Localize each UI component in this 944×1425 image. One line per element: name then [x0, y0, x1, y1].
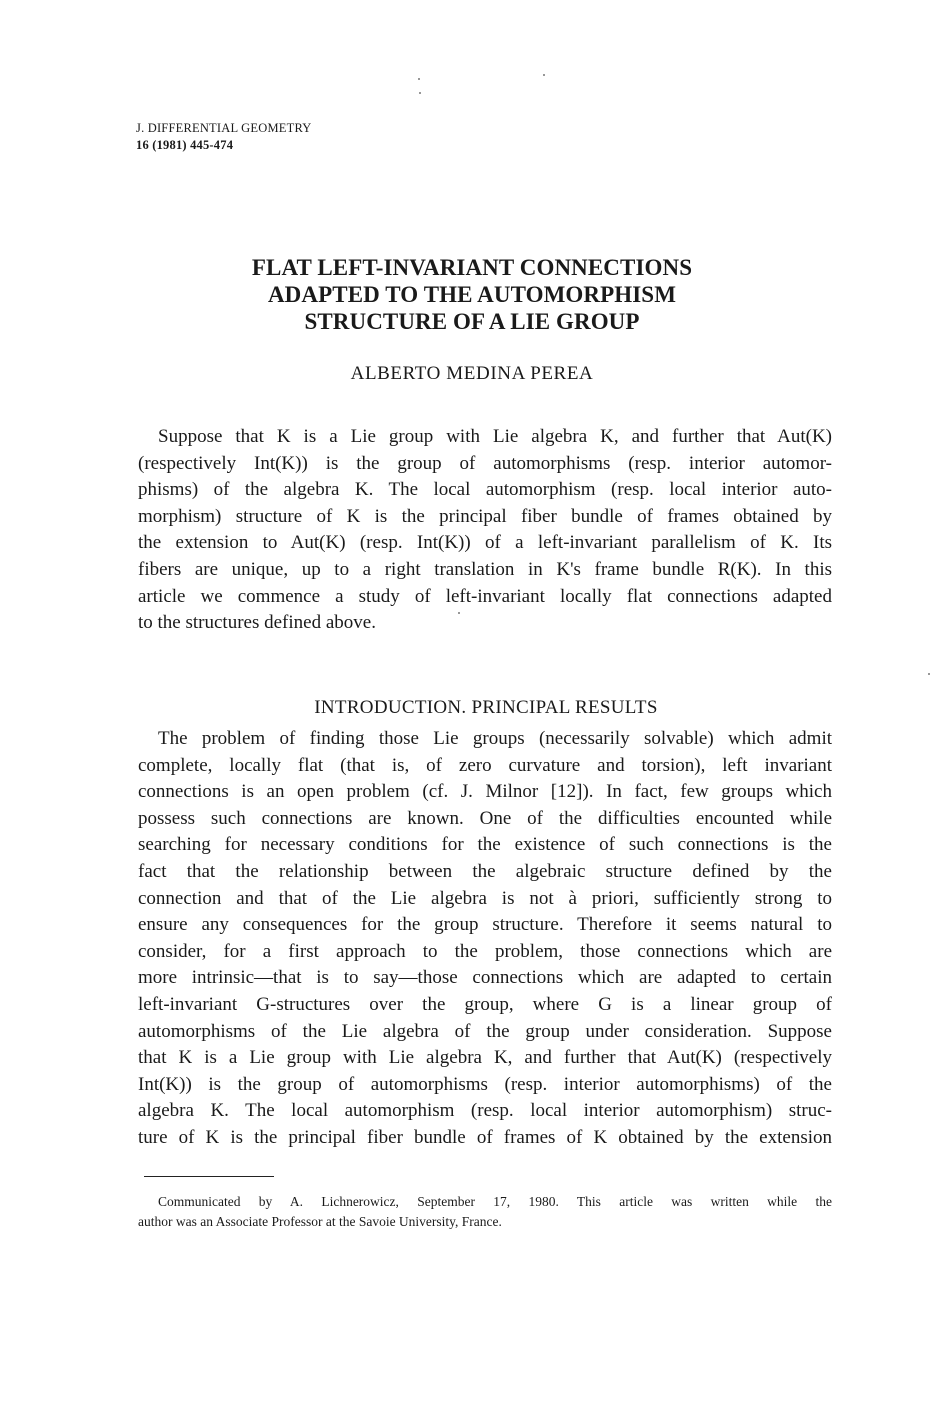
title-line: ADAPTED TO THE AUTOMORPHISM — [267, 282, 677, 307]
scan-speck — [419, 92, 421, 94]
footnote-line: author was an Associate Professor at the Savoie University, France. — [138, 1214, 502, 1229]
introduction-body — [138, 726, 832, 1152]
author-name: ALBERTO MEDINA PEREA — [350, 363, 594, 384]
footnote — [138, 1192, 832, 1232]
abstract-line: the extension to Aut(K) (resp. Int(K)) of a left-invariant parallelism of K. Its — [138, 532, 832, 554]
abstract-line: fibers are unique, up to a right translation in K's frame bundle R(K). In this — [138, 558, 832, 580]
body-line: more intrinsic—that is to say—those connections which are adapted to certain — [138, 967, 832, 989]
body-line: The problem of finding those Lie groups (necessarily solvable) which admit — [158, 728, 832, 749]
footnote-line: Communicated by A. Lichnerowicz, September 17, 1980. This article was written while the — [158, 1194, 832, 1209]
journal-header — [136, 120, 312, 154]
body-line: consider, for a first approach to the problem, those connections which are — [138, 940, 832, 962]
body-line: searching for necessary conditions for the existence of such connections is the — [138, 834, 832, 856]
body-line: algebra K. The local automorphism (resp. local interior automorphism) struc- — [138, 1100, 832, 1122]
paper-title — [0, 254, 944, 335]
body-line: connections is an open problem (cf. J. Milnor [12]). In fact, few groups which — [138, 781, 832, 803]
body-line: Int(K)) is the group of automorphisms (resp. interior automorphisms) of the — [138, 1073, 832, 1095]
abstract-line: to the structures defined above. — [138, 612, 376, 634]
abstract-line: article we commence a study of left-invariant locally flat connections adapted — [138, 585, 832, 607]
body-line: ture of K is the principal fiber bundle of frames of K obtained by the extension — [138, 1126, 832, 1148]
title-line: FLAT LEFT-INVARIANT CONNECTIONS — [251, 255, 693, 280]
abstract-line: Suppose that K is a Lie group with Lie algebra K, and further that Aut(K) — [158, 426, 832, 447]
abstract-line: morphism) structure of K is the principal fiber bundle of frames obtained by — [138, 505, 832, 527]
body-line: connection and that of the Lie algebra is not à priori, sufficiently strong to — [138, 887, 832, 909]
body-line: ensure any consequences for the group structure. Therefore it seems natural to — [138, 914, 832, 936]
body-line: fact that the relationship between the algebraic structure defined by the — [138, 860, 832, 882]
body-line: that K is a Lie group with Lie algebra K, and further that Aut(K) (respectively — [138, 1047, 832, 1069]
section-heading: INTRODUCTION. PRINCIPAL RESULTS — [314, 697, 658, 718]
abstract — [138, 424, 832, 637]
footnote-divider — [144, 1176, 274, 1177]
journal-name: J. DIFFERENTIAL GEOMETRY — [136, 121, 312, 135]
scan-speck — [418, 78, 420, 80]
body-line: automorphisms of the Lie algebra of the group under consideration. Suppose — [138, 1020, 832, 1042]
scan-speck — [543, 74, 545, 76]
abstract-line: phisms) of the algebra K. The local automorphism (resp. local interior auto- — [138, 479, 832, 501]
abstract-line: (respectively Int(K)) is the group of automorphisms (resp. interior automor- — [138, 452, 832, 474]
body-line: left-invariant G-structures over the group, where G is a linear group of — [138, 993, 832, 1015]
scan-speck — [458, 612, 460, 614]
body-line: complete, locally flat (that is, of zero curvature and torsion), left invariant — [138, 754, 832, 776]
body-line: possess such connections are known. One of the difficulties encounted while — [138, 807, 832, 829]
scan-speck — [928, 673, 930, 675]
title-line: STRUCTURE OF A LIE GROUP — [304, 309, 640, 334]
journal-volume: 16 (1981) 445-474 — [136, 138, 234, 152]
